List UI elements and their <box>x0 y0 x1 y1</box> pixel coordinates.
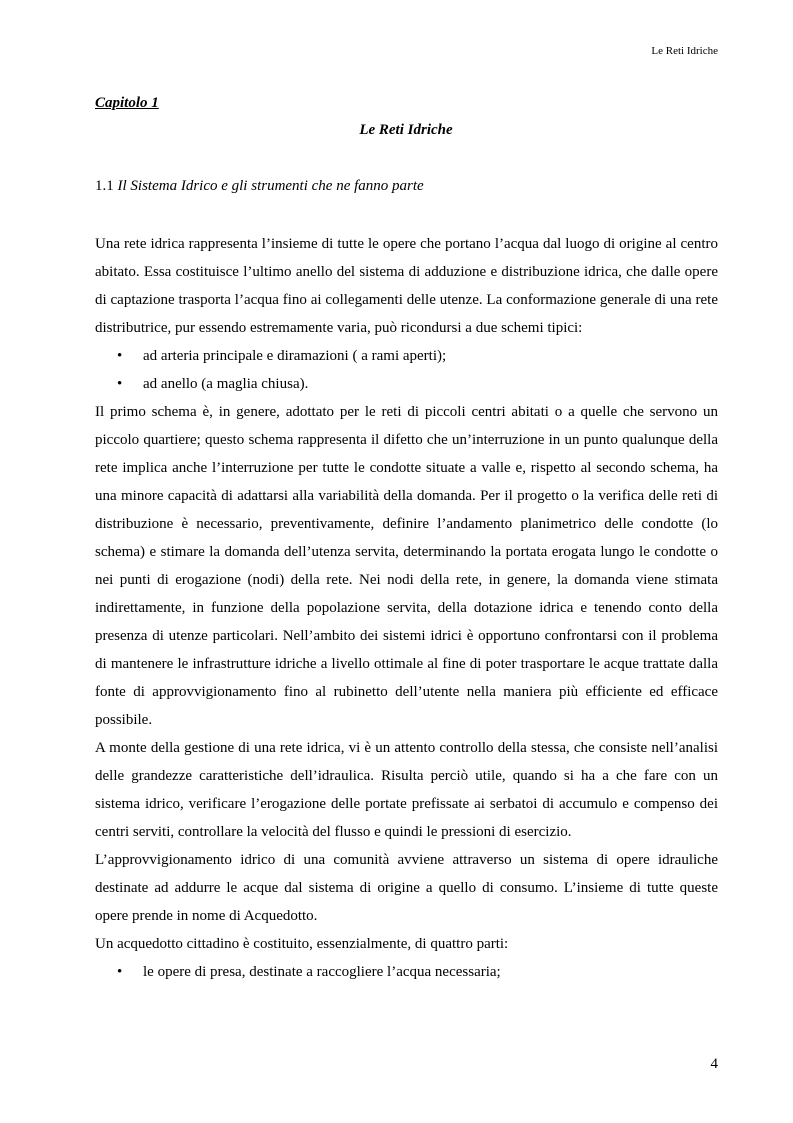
section-number: 1.1 <box>95 178 114 194</box>
list-item <box>95 370 718 398</box>
network-schemes-list <box>95 342 718 398</box>
list-item-text: ad arteria principale e diramazioni ( a rami aperti); <box>143 348 447 364</box>
paragraph-intro: Una rete idrica rappresenta l’insieme di tutte le opere che portano l’acqua dal luogo di origine al centro abitato. Essa costituisce l’ultimo anello del sistema di adduzione e distribuzione idrica, che dalle opere di captazione trasporta l’acqua fino ai collegamenti delle utenze. La conformazione generale di una rete distributrice, pur essendo estremamente varia, può ricondursi a due schemi tipici: <box>95 236 718 336</box>
paragraph-supply: L’approvvigionamento idrico di una comunità avviene attraverso un sistema di opere idrauliche destinate ad addurre le acque dal sistema di origine a quello di consumo. L’insieme di tutte queste opere prende in nome di Acquedotto. <box>95 852 718 924</box>
aqueduct-parts-list <box>95 958 718 986</box>
list-item-text: le opere di presa, destinate a raccogliere l’acqua necessaria; <box>143 964 501 980</box>
paragraph-aqueduct-parts: Un acquedotto cittadino è costituito, essenzialmente, di quattro parti: <box>95 936 509 952</box>
chapter-label: Capitolo 1 <box>95 95 159 111</box>
bullet-icon: • <box>117 376 123 392</box>
section-title: Il Sistema Idrico e gli strumenti che ne fanno parte <box>117 178 424 194</box>
running-header: Le Reti Idriche <box>651 45 718 57</box>
paragraph-management: A monte della gestione di una rete idrica, vi è un attento controllo della stessa, che consiste nell’analisi delle grandezze caratteristiche dell’idraulica. Risulta perciò utile, quando si ha a che fare con un sistema idrico, verificare l’erogazione delle portate prefissate ai serbatoi di accumulo e compenso dei centri serviti, controllare la velocità del flusso e quindi le pressioni di esercizio. <box>95 740 718 840</box>
body-text <box>95 230 718 986</box>
chapter-title: Le Reti Idriche <box>359 122 453 138</box>
list-item-text: ad anello (a maglia chiusa). <box>143 376 309 392</box>
list-item <box>95 342 718 370</box>
page-number: 4 <box>710 1056 718 1072</box>
bullet-icon: • <box>117 348 123 364</box>
section-heading <box>95 178 424 195</box>
bullet-icon: • <box>117 964 123 980</box>
paragraph-first-scheme: Il primo schema è, in genere, adottato per le reti di piccoli centri abitati o a quelle che servono un piccolo quartiere; questo schema rappresenta il difetto che un’interruzione in un punto qualunque della rete implica anche l’interruzione per tutte le condotte situate a valle e, rispetto al secondo schema, ha una minore capacità di adattarsi alla variabilità della domanda. Per il progetto o la verifica delle reti di distribuzione è necessario, preventivamente, definire l’andamento planimetrico delle condotte (lo schema) e stimare la domanda dell’utenza servita, determinando la portata erogata lungo le condotte o nei punti di erogazione (nodi) della rete. Nei nodi della rete, in genere, la domanda viene stimata indirettamente, in funzione della popolazione servita, della dotazione idrica e tenendo conto della presenza di utenze particolari. Nell’ambito dei sistemi idrici è opportuno confrontarsi con il problema di mantenere le infrastrutture idriche a livello ottimale al fine di poter trasportare le acque trattate dalla fonte di approvvigionamento fino al rubinetto dell’utente nella maniera più efficiente ed efficace possibile. <box>95 404 718 728</box>
list-item <box>95 958 718 986</box>
